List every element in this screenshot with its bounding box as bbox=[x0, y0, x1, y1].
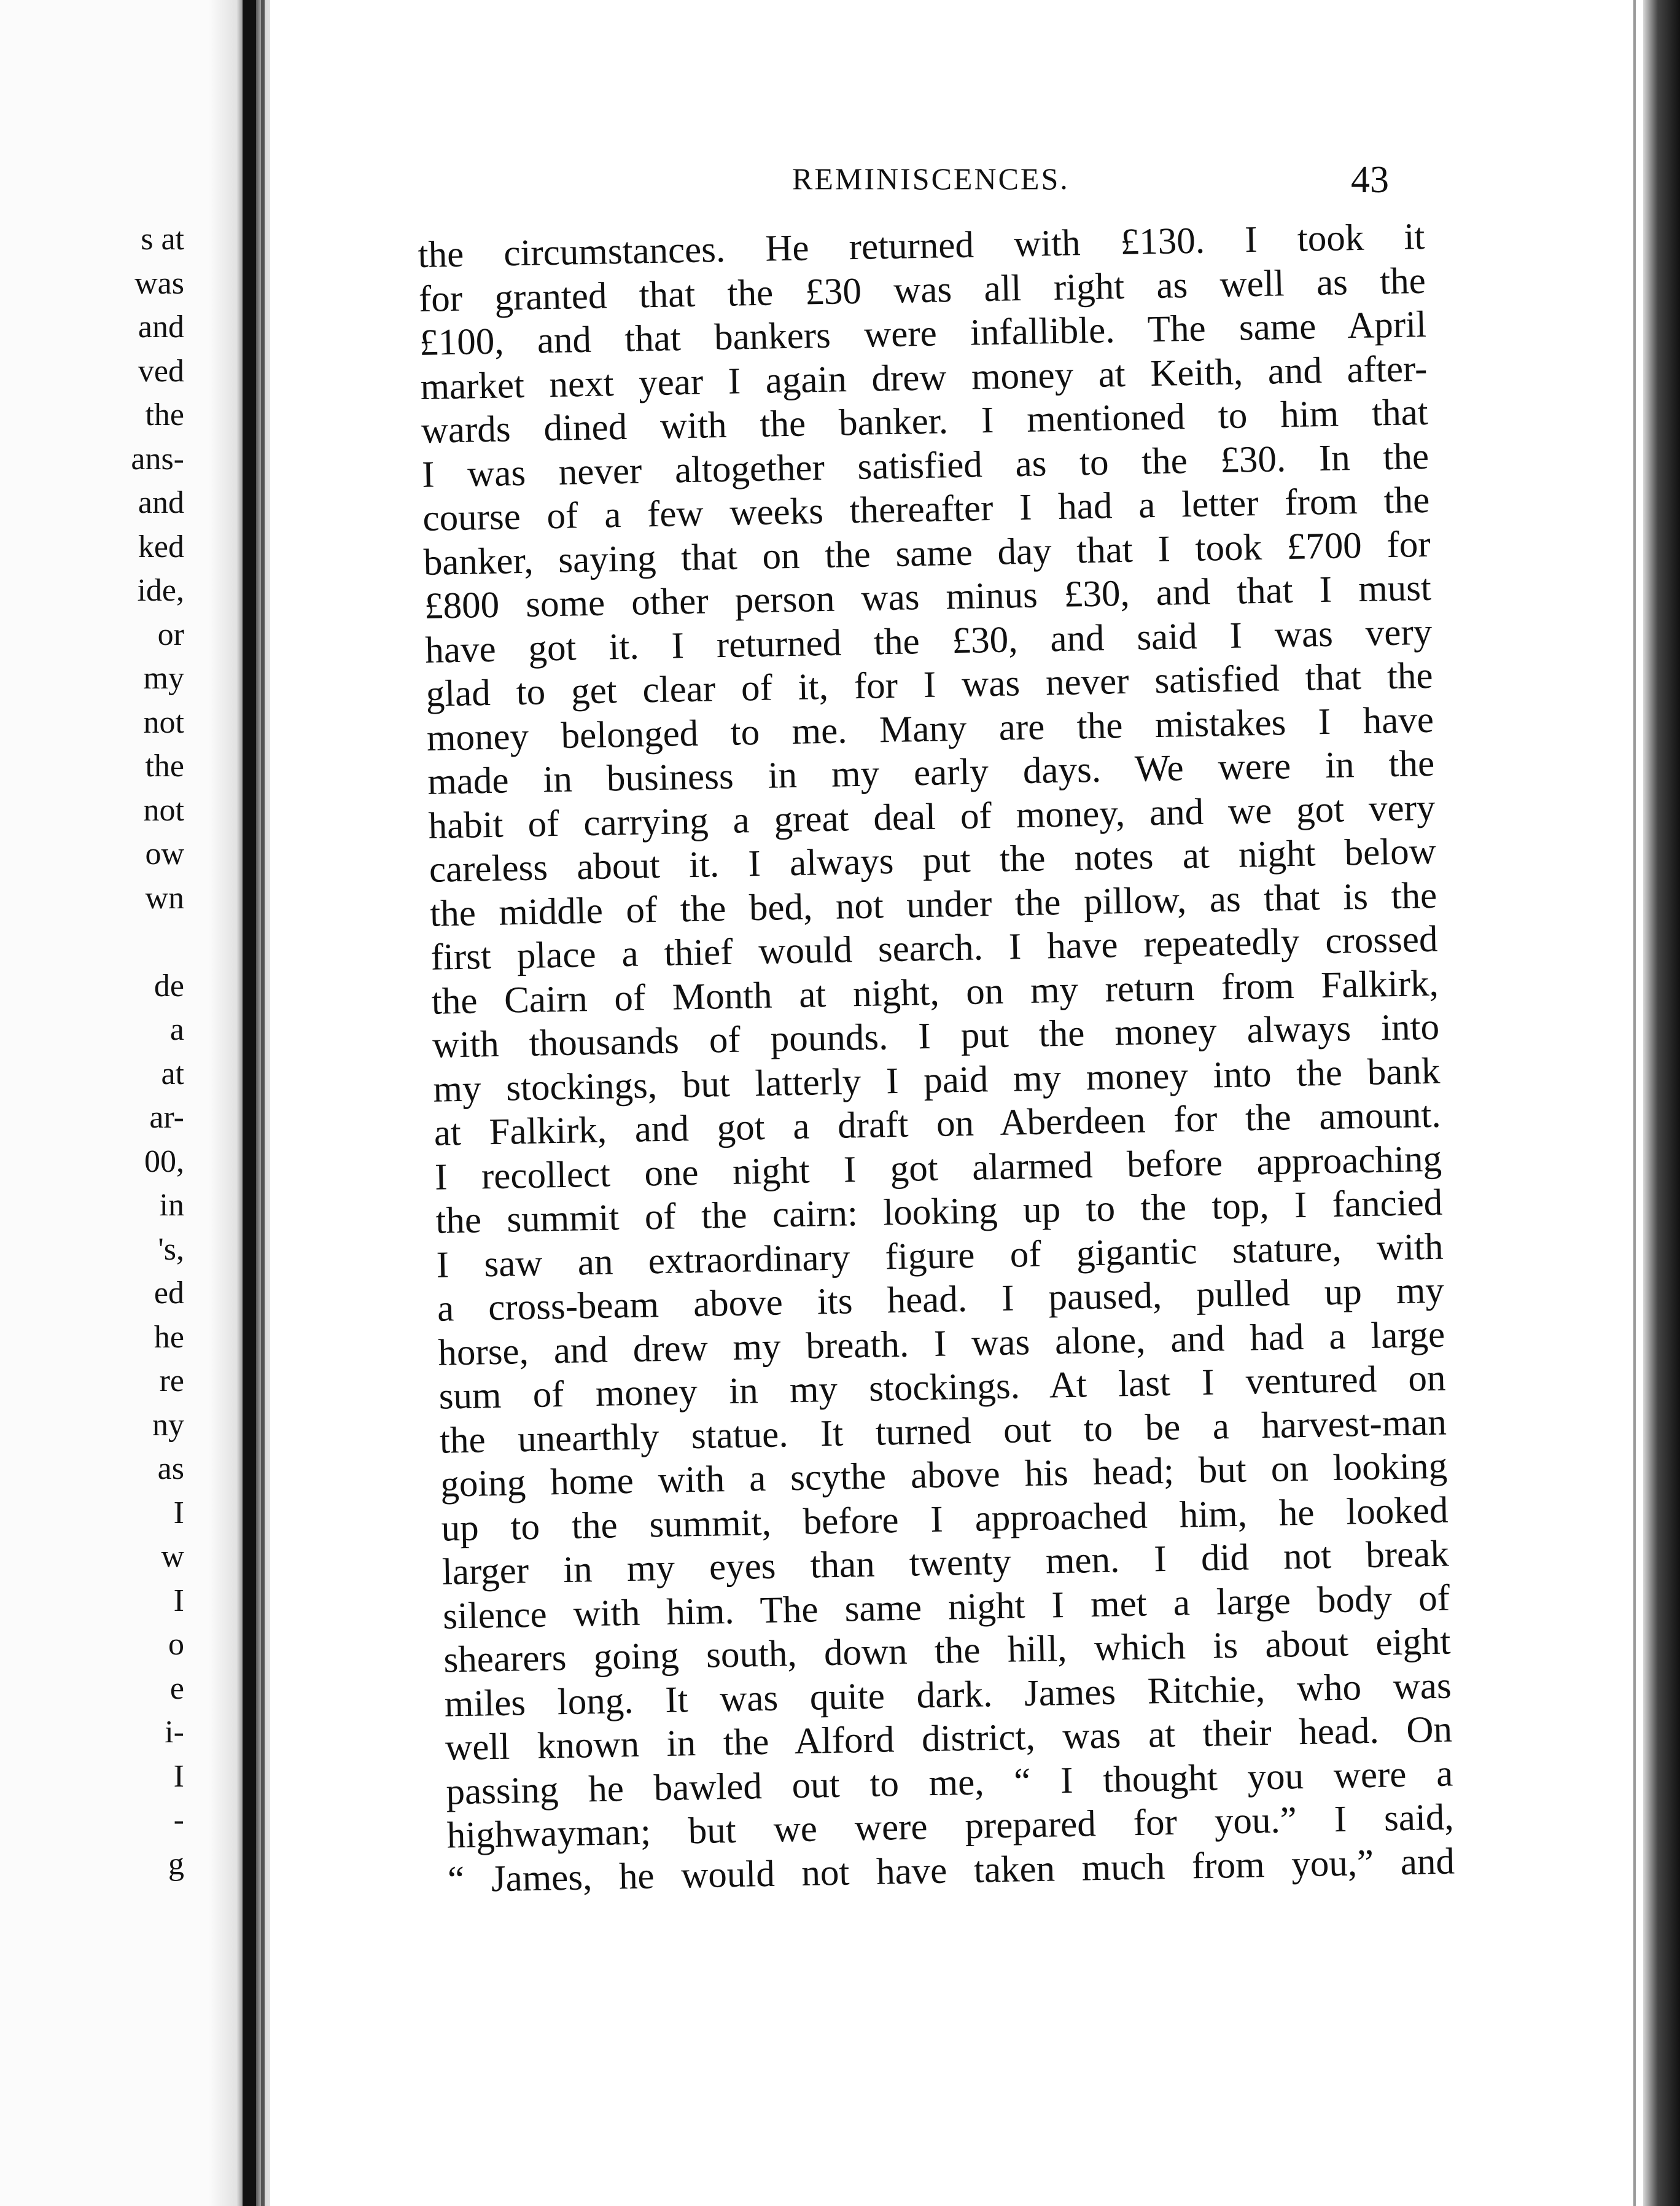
body-text bbox=[418, 215, 1455, 1902]
previous-page-fragment: in bbox=[159, 1188, 184, 1223]
text-line: wards dined with the banker. I mentioned to him that bbox=[421, 391, 1429, 451]
text-line: habit of carrying a great deal of money, and we got very bbox=[428, 787, 1436, 847]
previous-page-fragment: I bbox=[173, 1495, 184, 1530]
previous-page-fragment: 's, bbox=[158, 1231, 184, 1267]
text-line: my stockings, but latterly I paid my money into the bank bbox=[432, 1050, 1441, 1110]
binding-line-inner bbox=[261, 0, 265, 2206]
text-line: the Cairn of Month at night, on my return from Falkirk, bbox=[431, 962, 1439, 1023]
text-line: well known in the Alford district, was at their head. On bbox=[445, 1709, 1453, 1769]
previous-page-fragment: e bbox=[169, 1670, 184, 1706]
previous-page-fragment: i- bbox=[165, 1715, 184, 1750]
binding-line bbox=[243, 0, 256, 2206]
text-line: money belonged to me. Many are the mistakes I have bbox=[426, 699, 1434, 759]
previous-page-fragment: I bbox=[173, 1583, 184, 1618]
text-line: larger in my eyes than twenty men. I did not break bbox=[441, 1533, 1450, 1593]
previous-page-fragment: re bbox=[159, 1363, 184, 1398]
previous-page-fragment: ked bbox=[138, 529, 184, 564]
text-line: up to the summit, before I approached him, he looked bbox=[441, 1489, 1449, 1549]
text-line: market next year I again drew money at Keith, and after- bbox=[419, 348, 1428, 408]
text-line: sum of money in my stockings. At last I ventured on bbox=[438, 1357, 1447, 1417]
text-line: I recollect one night I got alarmed before approaching bbox=[434, 1138, 1442, 1198]
text-line: first place a thief would search. I have repeatedly crossed bbox=[430, 918, 1438, 978]
text-line: the unearthly statue. It turned out to be a harvest-man bbox=[439, 1401, 1447, 1462]
page-edge-hairline bbox=[1633, 0, 1636, 2206]
previous-page-fragment: and bbox=[138, 310, 184, 345]
page-number: 43 bbox=[1351, 159, 1389, 201]
text-line: going home with a scythe above his head; but on looking bbox=[440, 1445, 1448, 1505]
page-edge-shadow bbox=[1643, 0, 1680, 2206]
previous-page-fragment: and bbox=[138, 485, 184, 520]
text-line: the circumstances. He returned with £130. I took it bbox=[418, 216, 1425, 276]
previous-page-fragment: g bbox=[168, 1846, 184, 1882]
previous-page-fragment: I bbox=[173, 1758, 184, 1794]
text-line: shearers going south, down the hill, which is about eight bbox=[443, 1621, 1451, 1681]
text-line: at Falkirk, and got a draft on Aberdeen for the amount. bbox=[434, 1094, 1442, 1154]
text-line: a cross-beam above its head. I paused, pulled up my bbox=[437, 1269, 1445, 1330]
previous-page-fragment: the bbox=[145, 749, 184, 784]
previous-page-fragment: not bbox=[143, 704, 184, 740]
previous-page-fragment: as bbox=[157, 1451, 184, 1486]
previous-page-fragment: o bbox=[168, 1627, 184, 1662]
text-line: with thousands of pounds. I put the money always into bbox=[432, 1006, 1440, 1066]
previous-page-fragment: 00, bbox=[144, 1144, 184, 1179]
text-line: I was never altogether satisfied as to the £30. In the bbox=[421, 435, 1429, 496]
text-line: careless about it. I always put the notes at night below bbox=[429, 830, 1437, 891]
text-line: £100, and that bankers were infallible. The same April bbox=[419, 303, 1427, 364]
text-line: banker, saying that on the same day that I took £700 for bbox=[423, 523, 1431, 583]
previous-page-fragment: not bbox=[143, 792, 184, 828]
text-line: glad to get clear of it, for I was never satisfied that the bbox=[426, 655, 1434, 715]
previous-page-fragment: my bbox=[143, 661, 184, 696]
text-line: passing he bawled out to me, “ I thought you were a bbox=[445, 1753, 1453, 1813]
previous-page-fragment: was bbox=[134, 265, 184, 301]
previous-page-fragment: ved bbox=[138, 353, 184, 389]
text-line: course of a few weeks thereafter I had a letter from the bbox=[422, 479, 1430, 539]
previous-page-fragment: ans- bbox=[131, 441, 184, 477]
text-line: £800 some other person was minus £30, and that I must bbox=[424, 567, 1432, 627]
previous-page-fragment: he bbox=[154, 1319, 184, 1355]
text-line: “ James, he would not have taken much from you,” and bbox=[447, 1841, 1455, 1901]
previous-page-fragment: s at bbox=[141, 222, 184, 257]
previous-page-fragment: wn bbox=[145, 880, 184, 916]
previous-page-fragment: - bbox=[173, 1803, 184, 1838]
previous-page-fragment: ide, bbox=[137, 573, 184, 608]
text-line: the middle of the bed, not under the pillow, as that is the bbox=[429, 875, 1437, 935]
previous-page-fragment: ny bbox=[152, 1407, 184, 1443]
previous-page-fragment: at bbox=[161, 1056, 184, 1091]
text-line: horse, and drew my breath. I was alone, and had a large bbox=[437, 1314, 1445, 1374]
previous-page-fragment: w bbox=[161, 1539, 184, 1574]
text-line: silence with him. The same night I met a large body of bbox=[442, 1577, 1450, 1637]
running-head: REMINISCENCES. bbox=[792, 162, 1070, 196]
previous-page-fragment: ar- bbox=[149, 1100, 184, 1135]
previous-page-fragment: ow bbox=[145, 836, 184, 871]
text-line: made in business in my early days. We were in the bbox=[427, 742, 1435, 803]
previous-page-fragment: a bbox=[169, 1012, 184, 1047]
text-line: the summit of the cairn: looking up to the top, I fancied bbox=[435, 1182, 1443, 1242]
previous-page-fragment: ed bbox=[154, 1276, 184, 1311]
previous-page-fragment: the bbox=[145, 397, 184, 432]
previous-page-fragment: de bbox=[154, 968, 184, 1004]
text-line: miles long. It was quite dark. James Ritchie, who was bbox=[444, 1665, 1452, 1725]
previous-page-fragment: or bbox=[157, 617, 184, 652]
text-line: have got it. I returned the £30, and said I was very bbox=[424, 611, 1433, 671]
text-line: for granted that the £30 was all right as well as the bbox=[418, 260, 1426, 320]
text-line: I saw an extraordinary figure of gigantic stature, with bbox=[436, 1226, 1444, 1286]
text-line: highwayman; but we were prepared for you.” I said, bbox=[446, 1796, 1455, 1857]
